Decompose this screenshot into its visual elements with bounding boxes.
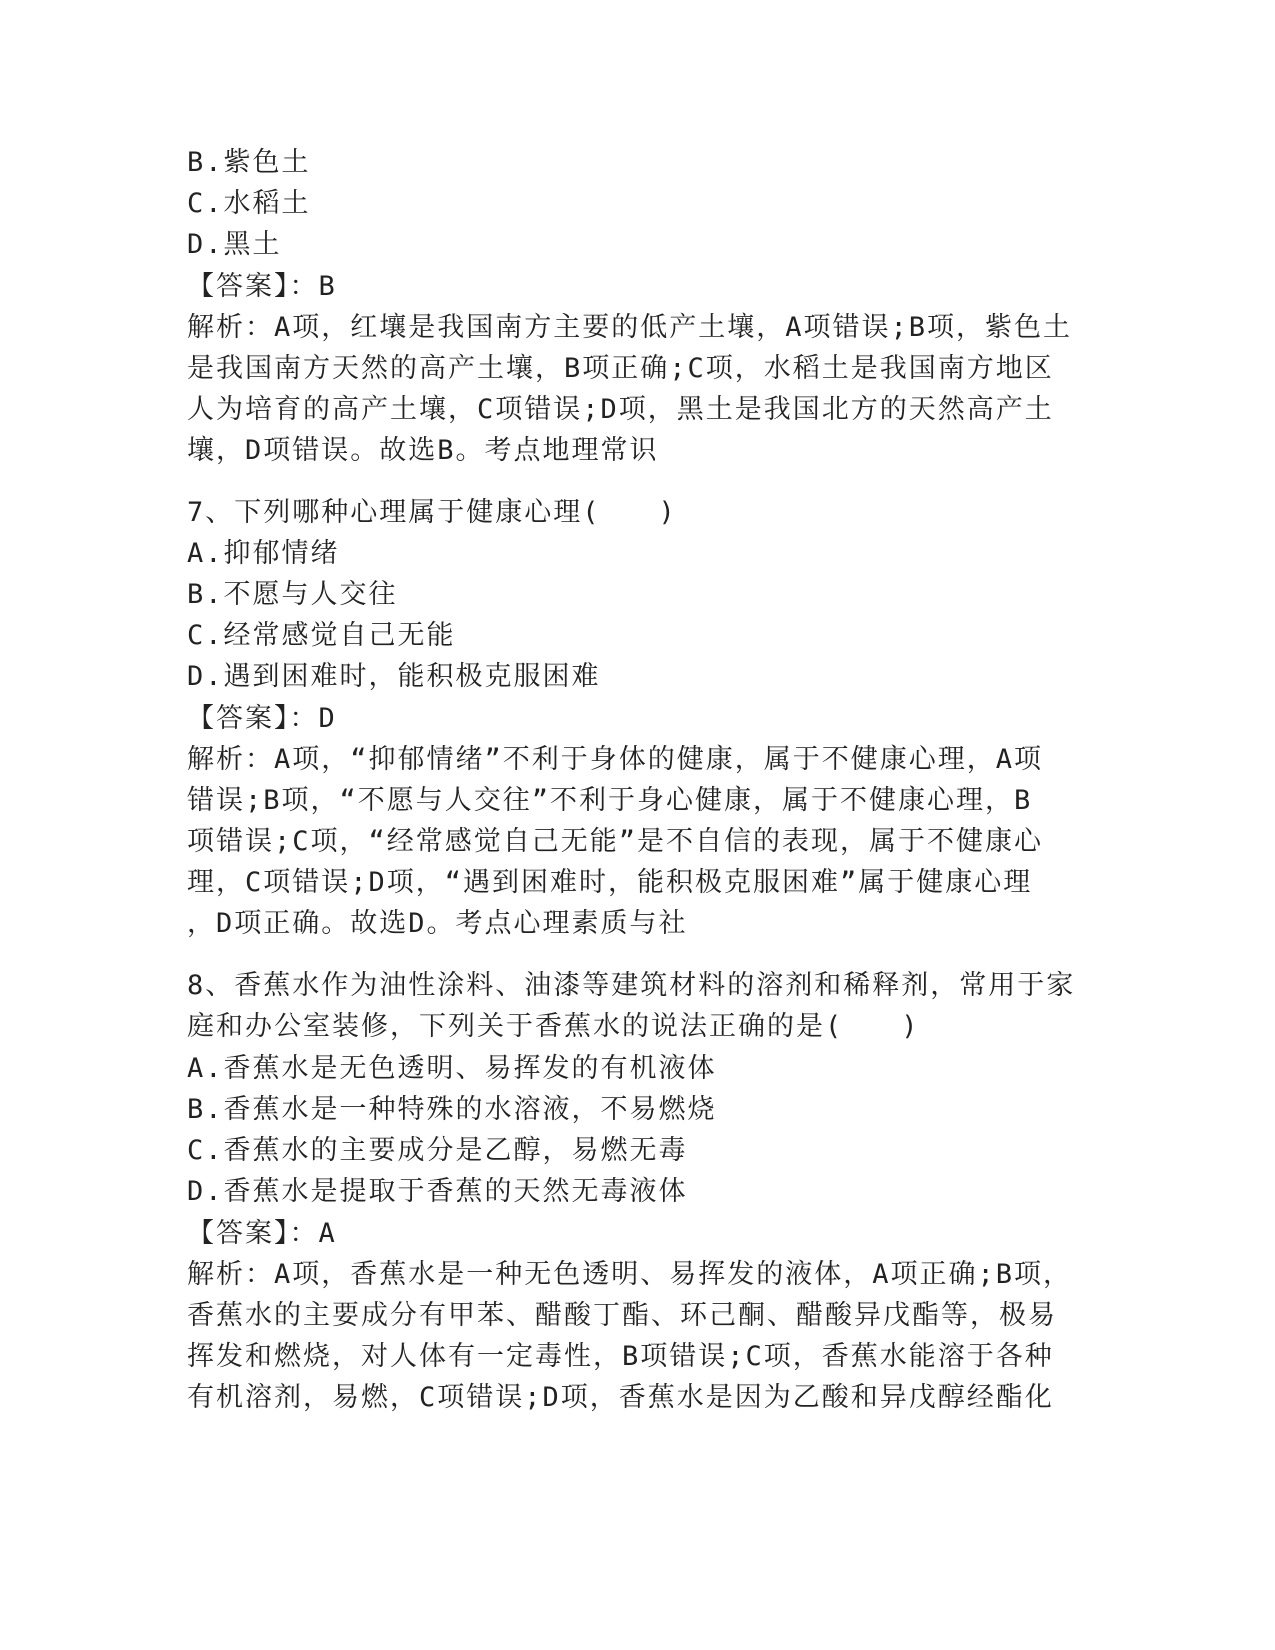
q8-answer: 【答案】：A: [187, 1218, 337, 1249]
q7-option-d: D.遇到困难时，能积极克服困难: [187, 661, 601, 692]
q6-analysis-line: 壤，D项错误。故选B。考点地理常识: [187, 435, 659, 466]
q7-analysis-line: ，D项正确。故选D。考点心理素质与社: [187, 908, 688, 939]
q6-option-b: B.紫色土: [187, 147, 311, 178]
q8-question-line: 8、香蕉水作为油性涂料、油漆等建筑材料的溶剂和稀释剂，常用于家: [187, 970, 1076, 1001]
q7-analysis-line: 解析：A项，“抑郁情绪”不利于身体的健康，属于不健康心理，A项: [187, 744, 1044, 775]
q8-analysis-line: 解析：A项，香蕉水是一种无色透明、易挥发的液体，A项正确;B项，: [187, 1259, 1073, 1290]
q7-option-c: C.经常感觉自己无能: [187, 620, 456, 651]
q7-option-a: A.抑郁情绪: [187, 538, 340, 569]
q7-question: 7、下列哪种心理属于健康心理( ): [187, 497, 677, 528]
q8-option-c: C.香蕉水的主要成分是乙醇，易燃无毒: [187, 1135, 688, 1166]
q6-option-d: D.黑土: [187, 229, 282, 260]
q6-option-c: C.水稻土: [187, 188, 311, 219]
q6-answer: 【答案】：B: [187, 271, 337, 302]
q6-analysis-line: 解析：A项，红壤是我国南方主要的低产土壤，A项错误;B项，紫色土: [187, 312, 1073, 343]
q8-analysis-line: 有机溶剂，易燃，C项错误;D项，香蕉水是因为乙酸和异戊醇经酯化: [187, 1382, 1054, 1413]
q7-option-b: B.不愿与人交往: [187, 579, 398, 610]
q8-option-a: A.香蕉水是无色透明、易挥发的有机液体: [187, 1053, 717, 1084]
q8-analysis-line: 挥发和燃烧，对人体有一定毒性，B项错误;C项，香蕉水能溶于各种: [187, 1341, 1054, 1372]
q7-analysis-line: 理，C项错误;D项，“遇到困难时，能积极克服困难”属于健康心理: [187, 867, 1033, 898]
q7-analysis-line: 错误;B项，“不愿与人交往”不利于身心健康，属于不健康心理，B: [187, 785, 1033, 816]
q8-option-d: D.香蕉水是提取于香蕉的天然无毒液体: [187, 1176, 688, 1207]
q8-analysis-line: 香蕉水的主要成分有甲苯、醋酸丁酯、环己酮、醋酸异戊酯等，极易: [187, 1300, 1057, 1331]
q6-analysis-line: 人为培育的高产土壤，C项错误;D项，黑土是我国北方的天然高产土: [187, 394, 1054, 425]
q8-option-b: B.香蕉水是一种特殊的水溶液，不易燃烧: [187, 1094, 717, 1125]
q7-answer: 【答案】：D: [187, 703, 337, 734]
q8-question-line: 庭和办公室装修，下列关于香蕉水的说法正确的是( ): [187, 1011, 920, 1042]
q6-analysis-line: 是我国南方天然的高产土壤，B项正确;C项，水稻土是我国南方地区: [187, 353, 1054, 384]
q7-analysis-line: 项错误;C项，“经常感觉自己无能”是不自信的表现，属于不健康心: [187, 826, 1044, 857]
